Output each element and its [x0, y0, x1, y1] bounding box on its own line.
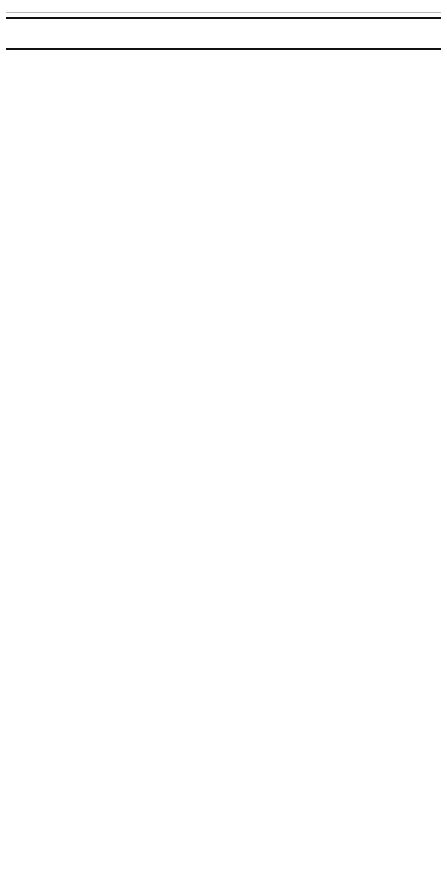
headline — [6, 22, 441, 44]
cut-off-previous-line — [6, 4, 441, 13]
headline-box — [6, 17, 441, 50]
